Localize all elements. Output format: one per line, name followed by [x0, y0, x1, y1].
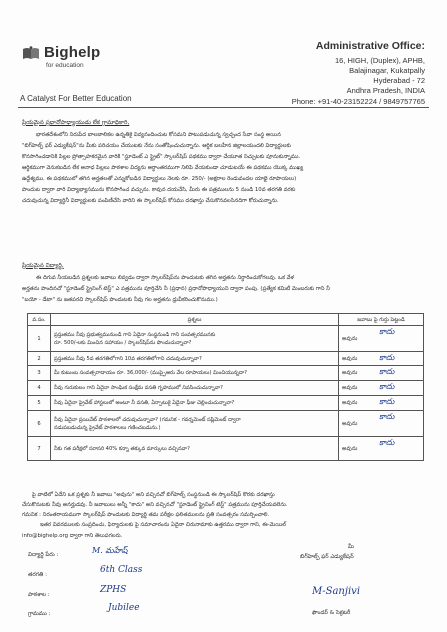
question-cell: [51, 396, 339, 411]
table-row: [28, 411, 424, 437]
footer-line: గమనిక : నిరంతరాయముగా స్కాలర్‌షిప్ పొందుటకు విద్యార్థి తమ పరీక్షల ఫలితములను ప్రతి సంవత్సరం సమర్పించాలి.: [22, 512, 270, 518]
closing-mee: మీ: [348, 544, 354, 550]
question-cell: [51, 366, 339, 381]
signer-signature: M-Sanjivi: [312, 586, 361, 597]
column-header-answer: జవాబు పై గుర్తు పెట్టండి: [339, 314, 424, 326]
question-text: నీకు గత పరీక్షలో సరాసరి 40% కన్నా తక్కువ మార్కులు వచ్చినవా?: [54, 445, 190, 452]
question-text: నడుపబడుచున్న ప్రైవేట్ పాఠశాలలు గణించబడును.): [54, 424, 161, 431]
answer-yes[interactable]: అవును: [342, 335, 358, 342]
question-text: ప్రస్తుతము నీవు 5వ తరగతిలోగాని 10వ తరగతిలోగాని చదువుచున్నావా?: [54, 355, 202, 362]
table-row: [28, 437, 424, 461]
footer-line: పై వాటిలో ఏదేని ఒక ప్రశ్నకు నీ జవాబు "అవును" అని వచ్చినచో బిగ్‌హెల్ప్ సంస్థనుండి ఈ స్కాలర్‌షిప్ కొరకు దరఖాస్తు: [32, 492, 275, 498]
row-number: 6: [28, 411, 51, 437]
signer-role: ఫౌండర్ & సెక్రటరీ: [312, 610, 351, 616]
header-divider: [18, 107, 429, 108]
answer-yes[interactable]: అవును: [342, 420, 358, 427]
answer-cell[interactable]: [339, 352, 424, 366]
address-line: Hyderabad - 72: [373, 76, 425, 85]
question-text: నీవు ఏదైనా ప్రైవేట్ హాస్టలులో అంటూ నీ వసతి, ఏర్పాటుకై ఏదైనా ఫీజు చెల్లించుచున్నావా?: [54, 400, 235, 406]
row-number: 2: [28, 352, 51, 366]
answer-cell[interactable]: [339, 411, 424, 437]
address-line: 16, HIGH, (Duplex), APHB,: [334, 56, 425, 65]
student-name-value[interactable]: M. మహేష్: [92, 546, 128, 555]
village-label: గ్రామము :: [28, 611, 51, 617]
answer-yes[interactable]: అవును: [342, 385, 358, 391]
answer-yes[interactable]: అవును: [342, 355, 358, 362]
address-line: Balajinagar, Kukatpally: [349, 66, 425, 75]
student-line: "బయో - డేటా" ను జతపరచి స్కాలర్‌షిప్ పొందుటకు నీవు గల అర్హతను ధ్రువీకరించుకొనుము.): [22, 297, 218, 303]
intro-line: కొనసాగించడానికి పిల్లల ప్రోత్సాహకరమైన వారికి "స్టూడెంట్ ఎ స్ట్రైట్" స్కాలర్‌షిప్ పథకము ద్వారా చేయూత నిచ్చుటకు పూనుకున్నాము.: [22, 154, 301, 160]
student-line: ఈ దిగువ నీయబడిన ప్రశ్నలకు జవాబు లివ్వడం ద్వారా స్కాలర్‌షిప్‌ను పొందుటకు తగిన అర్హతను నిర్ధారించుకోగలవు. ఒక వేళ: [36, 275, 294, 281]
intro-line: "బిగ్‌హెల్ప్ ఫర్ ఎడ్యుకేషన్"ను మీకు పరిచయం చేయుటకు నేను సంతోషించుచున్నాను. ఆర్థిక బలహీన జిల్లాలయందలి విద్యార్థులకు: [22, 143, 292, 149]
column-header-number: వ.సం.: [28, 314, 51, 326]
school-label: పాఠశాల :: [28, 592, 50, 598]
question-cell: [51, 437, 339, 461]
intro-line: చదువుచున్న విద్యార్థినీ విద్యార్థులకు పంపిణీచేసి వారిని ఈ స్కాలర్‌షిప్ కోసము దరఖాస్తు చేసుకొనవలసినదిగా కోరుచున్నాను.: [22, 198, 279, 204]
answer-cell[interactable]: [339, 366, 424, 381]
intro-line: భారతదేశంలోని నిరుపేద బాలబాలికల ఉన్నతికై విద్యనందించుట కోసమని పాటుపడుచున్న స్వచ్ఛంద సేవా సంస్థ అయిన: [36, 132, 281, 138]
closing-org: బిగ్‌హెల్ప్ ఫర్ ఎడ్యుకేషన్: [300, 554, 354, 560]
intro-line: పొందుట ద్వారా వారి విద్యాభ్యాసమును కొనసాగించ వచ్చును. కావున దయచేసి, మీరు ఈ పత్రములను 5 నుండి 10వ తరగతి వరకు: [22, 187, 296, 193]
intro-line: ఆర్థికముగా వెనుకబడిన లేక అనాధ పిల్లలు పాఠశాల విద్యను అర్ధాంతరముగా నిలిపి వేయకుండా చూడుటయే ఈ పథకము యొక్క ముఖ్య: [22, 165, 304, 171]
intro-line: ఉద్దేశ్యము. ఈ పథకములో తగిన అర్హతలతో ఎన్నుకోబడిన విద్యార్థులు నెలకు రూ. 250/- (అక్షరాల రెండువందల యాభై రూపాయలు): [22, 176, 297, 182]
address-line: Andhra Pradesh, INDIA: [346, 86, 425, 95]
answer-cell[interactable]: [339, 437, 424, 461]
answer-no-marked[interactable]: కాదు: [379, 353, 395, 362]
question-text: నీవు గురుకులం గాని ఏదైనా సాంఘిక సంక్షేమ వసతి గృహములో నివసించుచున్నావా?: [54, 385, 223, 391]
phone-line: Phone: +91-40-23152224 / 9849757765: [291, 97, 425, 106]
answer-no-marked[interactable]: కాదు: [379, 327, 395, 336]
footer-line: చేసుకొనుటకు నీవు అనర్హుడవు. నీ జవాబులు అన్నీ "కాదు" అని వచ్చినచో "స్టూడెంట్ స్ట్రైనింగ్ టెస్ట్" పత్రమును పూర్తిచేయవలెను.: [22, 502, 288, 508]
answer-cell[interactable]: [339, 396, 424, 411]
question-text: ప్రస్తుతము నీవు ప్రభుత్వమునుండి గాని ఏదైనా సంస్థనుండి గాని సంవత్సరమునకు: [54, 331, 216, 338]
footer-line: ఇతర వివరములకు సంప్రదించు, ఫిర్యాదులకు పై సమాచారంను ఏదైనా చిరునామాకు ఉత్తరము ద్వారా గాని, ఈ-మెయిల్: [40, 522, 287, 528]
village-value[interactable]: Jubilee: [108, 603, 140, 613]
question-cell: [51, 326, 339, 352]
book-logo-icon: [22, 46, 40, 60]
question-cell: [51, 381, 339, 396]
answer-no-marked[interactable]: కాదు: [379, 367, 395, 376]
salutation: ప్రియమైన ప్రధానోపాధ్యాయుడు లేక గ్రామాధికారి,: [22, 120, 130, 126]
eligibility-table: [27, 313, 424, 461]
student-name-label: విద్యార్థి పేరు :: [28, 552, 59, 558]
class-value[interactable]: 6th Class: [100, 565, 143, 575]
table-row: [28, 381, 424, 396]
row-number: 3: [28, 366, 51, 381]
table-row: [28, 366, 424, 381]
table-header-row: [28, 314, 424, 326]
answer-no-marked[interactable]: కాదు: [379, 397, 395, 406]
column-header-question: ప్రశ్నలు: [51, 314, 339, 326]
school-value[interactable]: ZPHS: [100, 585, 127, 595]
answer-yes[interactable]: అవును: [342, 400, 358, 406]
question-cell: [51, 411, 339, 437]
table-row: [28, 326, 424, 352]
office-title: Administrative Office:: [315, 40, 425, 52]
answer-cell[interactable]: [339, 326, 424, 352]
brand-name: Bighelp: [44, 44, 101, 61]
row-number: 1: [28, 326, 51, 352]
answer-no-marked[interactable]: కాదు: [379, 412, 395, 421]
answer-no-marked[interactable]: కాదు: [379, 438, 395, 447]
question-text: రూ. 500/-లకు మించిన సహాయం / స్కాలర్‌షిప్‌ను పొందుచున్నావా?: [54, 339, 192, 346]
answer-cell[interactable]: [339, 381, 424, 396]
row-number: 4: [28, 381, 51, 396]
email-line: info@bighelp.org ద్వారా గాని తెలుపగలరు.: [22, 533, 123, 539]
question-cell: [51, 352, 339, 366]
brand-subtitle: for education: [46, 62, 84, 69]
table-row: [28, 352, 424, 366]
student-line: అర్హతను పొందినచో "స్టూడెంట్ స్ట్రైనింగ్ టెస్ట్" ఎ పత్రమును పూర్తిచేసి నీ (ప్రధాన) ప్రధానోపాధ్యాయుని ద్వారా పంపు. (ప్రత్యేక కమిటీ మెంబరుకు గాని నీ: [22, 286, 330, 292]
row-number: 7: [28, 437, 51, 461]
class-label: తరగతి :: [28, 572, 47, 578]
answer-yes[interactable]: అవును: [342, 445, 358, 452]
answer-yes[interactable]: అవును: [342, 370, 358, 376]
tagline: A Catalyst For Better Education: [20, 94, 132, 103]
question-text: నీవు ఏదైనా ప్రయివేట్ పాఠశాలలో చదువుచున్నావా? (గమనిక - గవర్నమెంట్ సప్లిమెంట్ ద్వారా: [54, 416, 241, 423]
table-row: [28, 396, 424, 411]
row-number: 5: [28, 396, 51, 411]
student-salutation: ప్రియమైన విద్యార్థి,: [22, 263, 64, 269]
question-text: మీ కుటుంబ సంవత్సరాదాయం రూ. 36,000/- (ముప్పైఆరు వేల రూపాయలు) మించియున్నదా?: [54, 370, 248, 376]
answer-no-marked[interactable]: కాదు: [379, 382, 395, 391]
